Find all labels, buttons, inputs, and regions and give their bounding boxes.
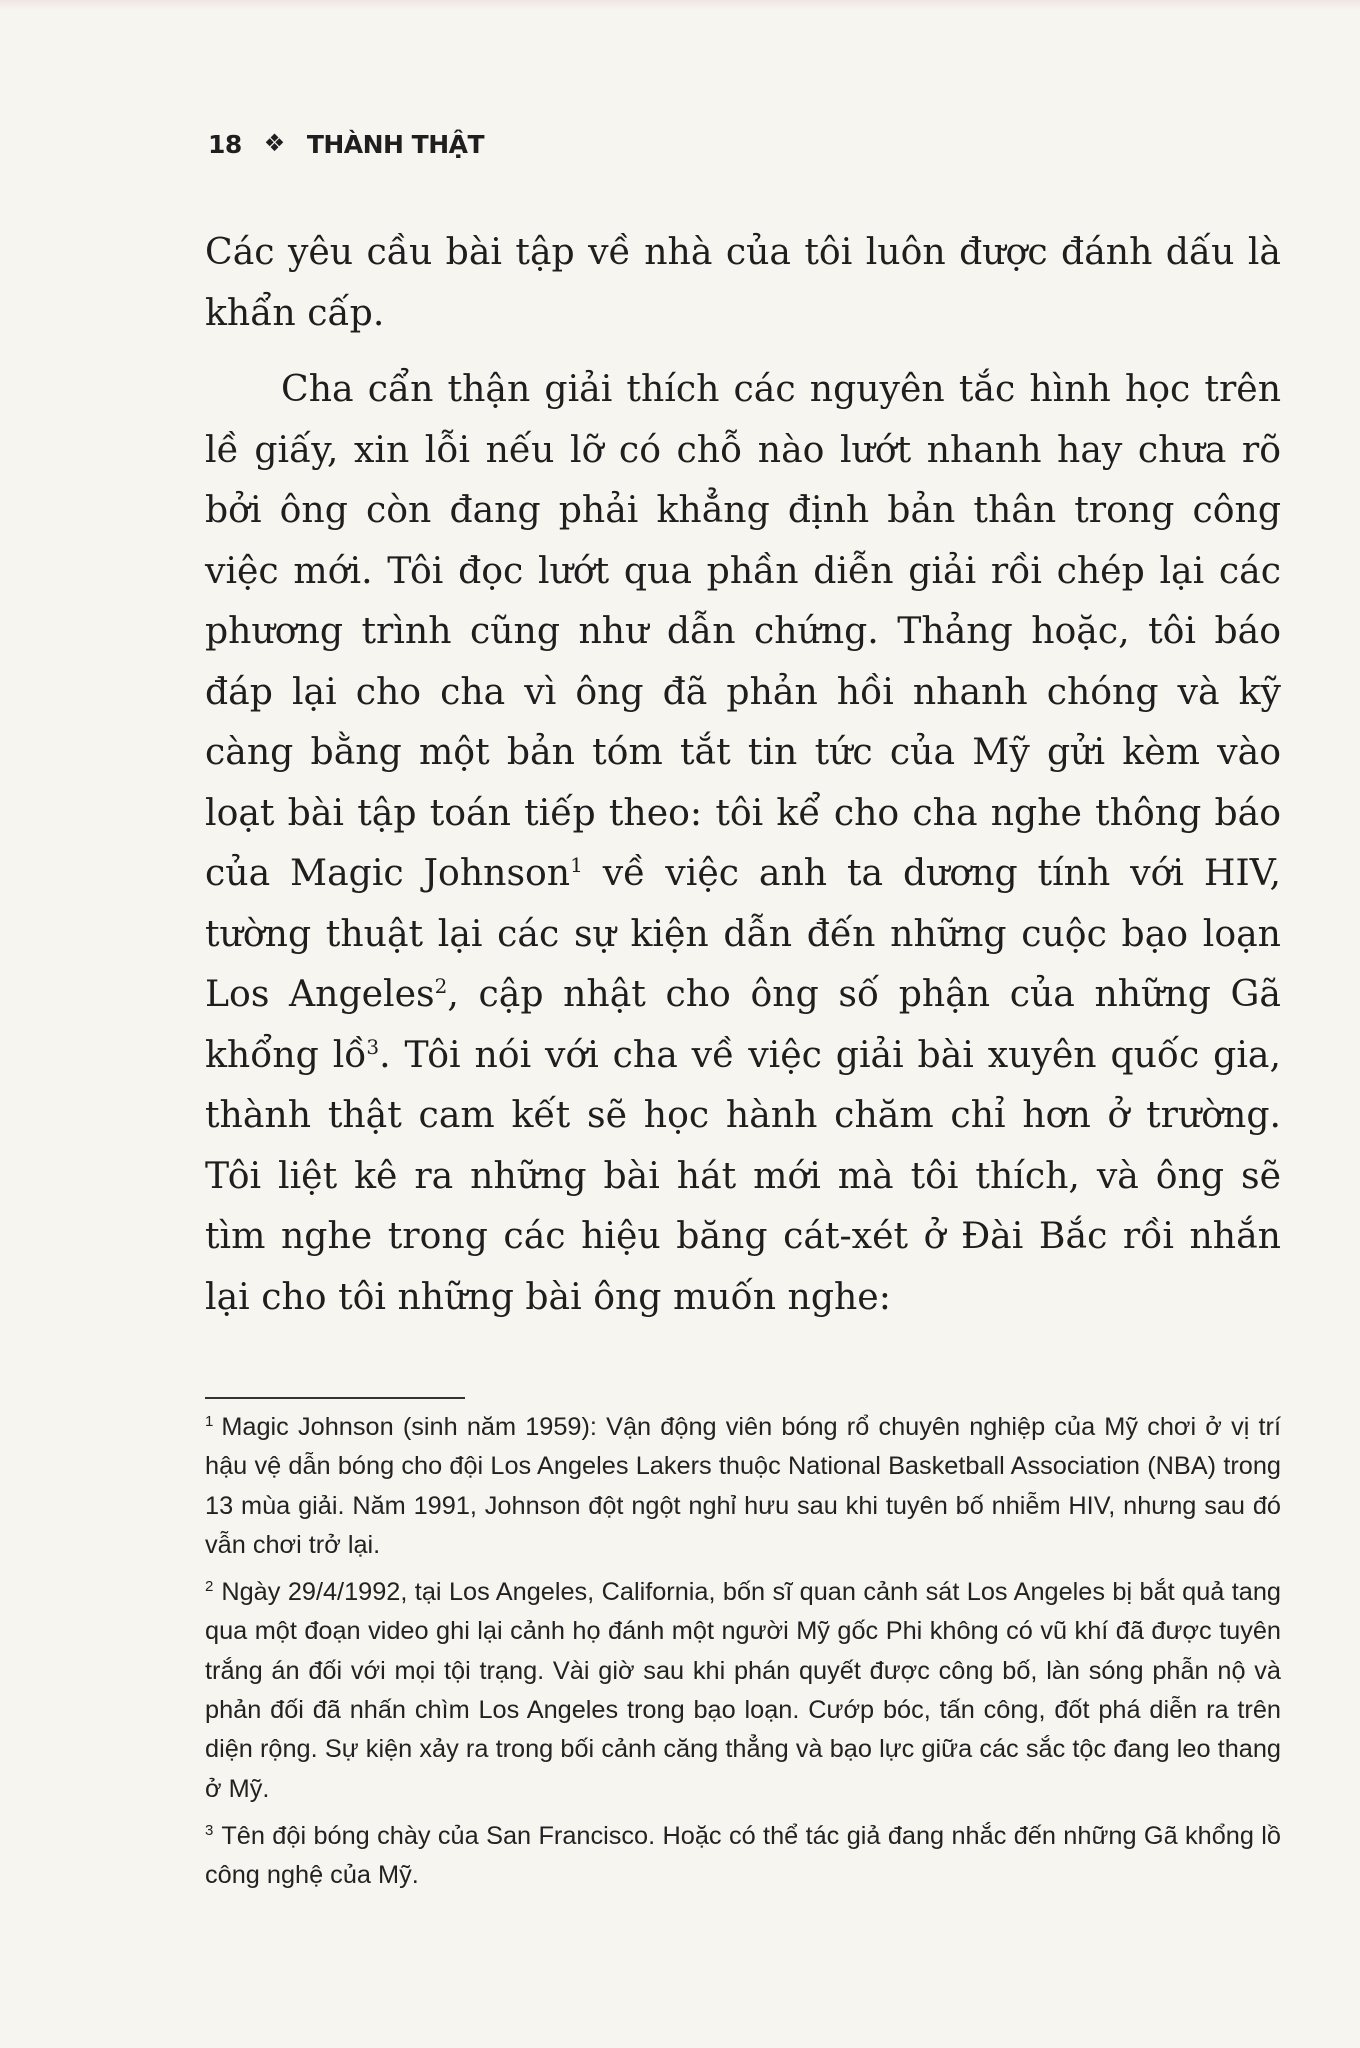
paragraph-1: Các yêu cầu bài tập về nhà của tôi luôn được đánh dấu là khẩn cấp. <box>205 230 1281 334</box>
footnote-1-text: Magic Johnson (sinh năm 1959): Vận động viên bóng rổ chuyên nghiệp của Mỹ chơi ở vị trí hậu vệ dẫn bóng cho đội Los Angeles Lakers thuộc National Basketball Association (NBA) trong 13 mùa giải. Năm 1991, Johnson đột ngột nghỉ hưu sau khi tuyên bố nhiễm HIV, nhưng sau đó vẫn chơi trở lại. <box>205 1413 1281 1559</box>
running-title: THÀNH THẬT <box>306 129 485 159</box>
diamond-ornament-icon: ❖ <box>263 129 285 157</box>
paragraph-2-part-4: . Tôi nói với cha về việc giải bài xuyên quốc gia, thành thật cam kết sẽ học hành chăm chỉ hơn ở trường. Tôi liệt kê ra những bài hát mới mà tôi thích, và ông sẽ tìm nghe trong các hiệu băng cát-xét ở Đài Bắc rồi nhắn lại cho tôi những bài ông muốn nghe: <box>205 1032 1281 1318</box>
footnote-ref-1: 1 <box>570 852 583 877</box>
footnote-3-mark: 3 <box>205 1821 214 1839</box>
footnote-3 <box>205 1817 1281 1896</box>
footnote-1-mark: 1 <box>205 1412 214 1430</box>
page-top-edge <box>0 0 1360 10</box>
footnote-2 <box>205 1573 1281 1809</box>
paragraph-2-part-2: về việc anh ta dương tính với HIV, tường thuật lại các sự kiện dẫn đến những cuộc bạo loạn Los Angeles <box>205 851 1281 1015</box>
footnote-2-text: Ngày 29/4/1992, tại Los Angeles, California, bốn sĩ quan cảnh sát Los Angeles bị bắt quả tang qua một đoạn video ghi lại cảnh họ đánh một người Mỹ gốc Phi không có vũ khí đã được tuyên trắng án đối với mọi tội trạng. Vài giờ sau khi phán quyết được công bố, làn sóng phẫn nộ và phản đối đã nhấn chìm Los Angeles trong bạo loạn. Cướp bóc, tấn công, đốt phá diễn ra trên diện rộng. Sự kiện xảy ra trong bối cảnh căng thẳng và bạo lực giữa các sắc tộc đang leo thang ở Mỹ. <box>205 1578 1281 1803</box>
body-text <box>205 222 1281 1327</box>
footnote-divider <box>205 1397 465 1399</box>
footnote-3-text: Tên đội bóng chày của San Francisco. Hoặc có thể tác giả đang nhắc đến những Gã khổng lồ công nghệ của Mỹ. <box>205 1821 1281 1890</box>
footnote-1 <box>205 1408 1281 1565</box>
paragraph-2-part-3: , cập nhật cho ông số phận của những Gã khổng lồ <box>205 972 1281 1076</box>
running-header <box>208 126 484 162</box>
footnote-ref-2: 2 <box>434 973 448 998</box>
footnotes <box>205 1408 1281 1904</box>
paragraph-2 <box>205 359 1281 1327</box>
page-number: 18 <box>208 129 242 159</box>
paragraph-2-part-1: Cha cẩn thận giải thích các nguyên tắc hình học trên lề giấy, xin lỗi nếu lỡ có chỗ nào lướt nhanh hay chưa rõ bởi ông còn đang phải khẳng định bản thân trong công việc mới. Tôi đọc lướt qua phần diễn giải rồi chép lại các phương trình cũng như dẫn chứng. Thảng hoặc, tôi báo đáp lại cho cha vì ông đã phản hồi nhanh chóng và kỹ càng bằng một bản tóm tắt tin tức của Mỹ gửi kèm vào loạt bài tập toán tiếp theo: tôi kể cho cha nghe thông báo của Magic Johnson <box>205 367 1281 894</box>
footnote-ref-3: 3 <box>366 1034 380 1059</box>
footnote-2-mark: 2 <box>205 1577 214 1595</box>
